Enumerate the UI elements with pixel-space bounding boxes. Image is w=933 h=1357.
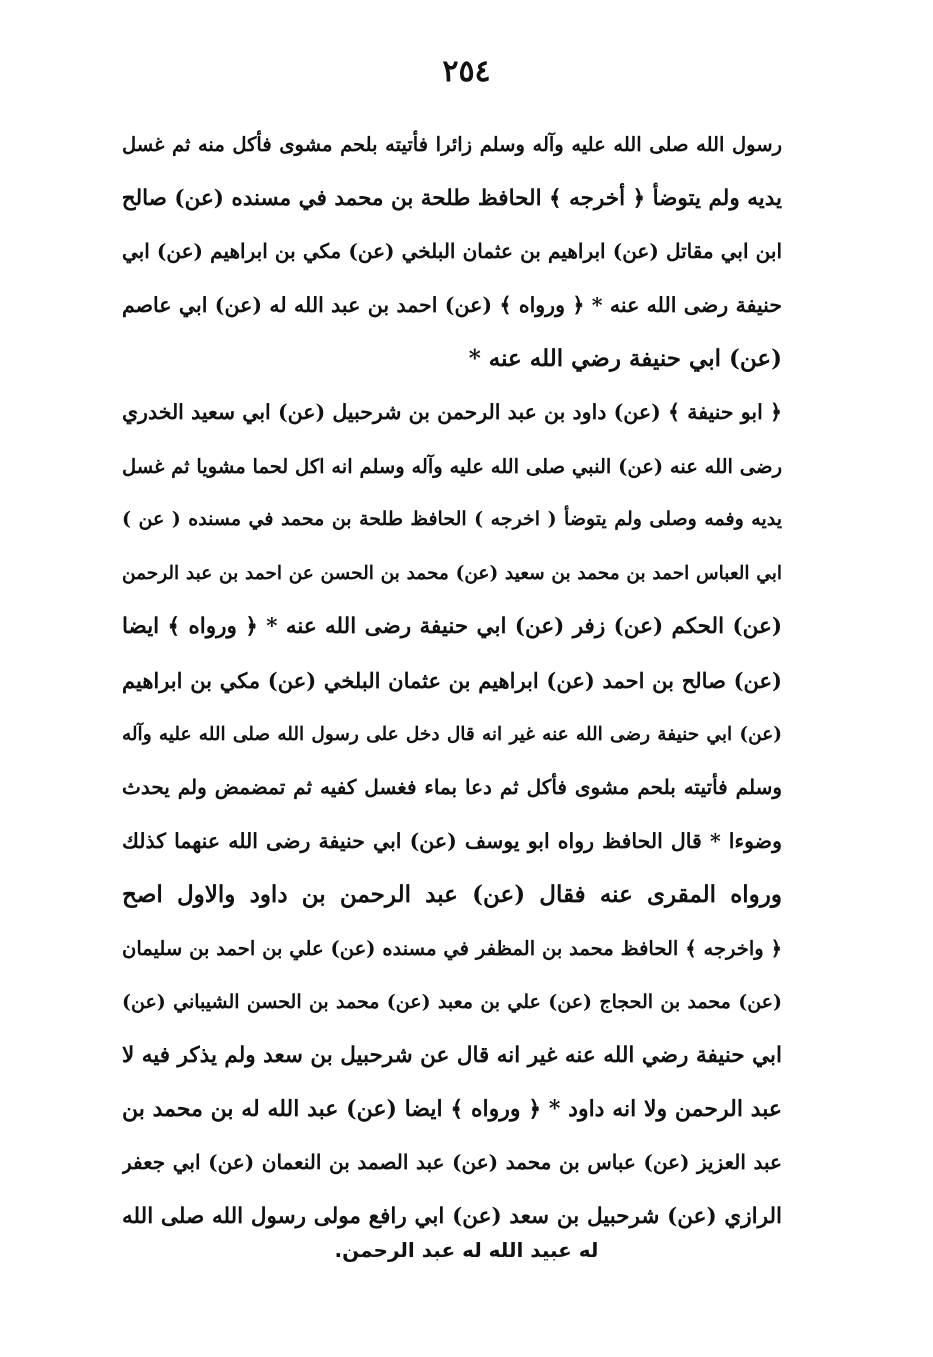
text-line: عبد الرحمن ولا انه داود * ﴿ ورواه ﴾ ايضا (عن) عبد الله ﻟﻪ بن محمد بن	[122, 1095, 782, 1122]
text-line: ابن ابي مقاتل (عن) ابراهيم بن عثمان البلخي (عن) مكي بن ابراهيم (عن) ابي	[122, 239, 782, 264]
text-line: الرازي (عن) شرحبيل بن سعد (عن) ابي رافع مولى رسول الله صلى الله	[122, 1203, 782, 1229]
text-line: وضوءا * قال الحافظ رواه ابو يوسف (عن) ابي حنيفة رضى الله عنهما كذلك	[122, 828, 782, 853]
page-body-text	[122, 118, 782, 1243]
text-line: (عن) ابي حنيفة رضي الله عنه *	[468, 345, 782, 373]
text-line: (عن) الحكم (عن) زفر (عن) ابي حنيفة رضى الله عنه * ﴿ ورواه ﴾ ايضا	[122, 614, 782, 640]
text-line: ابي حنيفة رضي الله عنه غير انه قال عن شرحبيل بن سعد ولم يذكر فيه لا	[122, 1043, 782, 1069]
text-line: ﴿ واخرجه ﴾ الحافظ محمد بن المظفر في مسنده (عن) علي بن احمد بن سليمان	[122, 936, 782, 960]
text-line: ابي العباس احمد بن محمد بن سعيد (عن) محمد بن الحسن عن احمد بن عبد الرحمن	[122, 562, 782, 584]
text-line: وسلم فأتيته بلحم مشوى فأكل ثم دعا بماء فغسل كفيه ثم تمضمض ولم يحدث	[122, 775, 782, 800]
text-line: حنيفة رضى الله عنه * ﴿ ورواه ﴾ (عن) احمد بن عبد الله ﻟﻪ (عن) ابي عاصم	[122, 292, 782, 317]
text-line: عبد العزيز (عن) عباس بن محمد (عن) عبد الصمد بن النعمان (عن) ابي جعفر	[122, 1150, 782, 1175]
text-line: ﴿ ابو حنيفة ﴾ (عن) داود بن عبد الرحمن بن شرحبيل (عن) ابي سعيد الخدري	[122, 399, 782, 424]
text-line: يديه ولم يتوضأ ﴿ أخرجه ﴾ الحافظ طلحة بن محمد في مسنده (عن) صالح	[122, 185, 782, 211]
page-number: ٢٥٤	[442, 54, 491, 89]
text-line: رسول الله صلى الله عليه وآله وسلم زائرا فأتيته بلحم مشوى فأكل منه ثم غسل	[122, 133, 782, 156]
text-line: (عن) محمد بن الحجاج (عن) علي بن معبد (عن) محمد بن الحسن الشيباني (عن)	[122, 990, 782, 1013]
text-line: رضى الله عنه (عن) النبي صلى الله عليه وآله وسلم انه اكل لحما مشويا ثم غسل	[122, 454, 782, 478]
footnote: ﻟﻪ عبيد الله ﻟﻪ عبد الرحمن.	[334, 1238, 599, 1262]
text-line: (عن) صالح بن احمد (عن) ابراهيم بن عثمان البلخي (عن) مكي بن ابراهيم	[122, 667, 782, 693]
text-line: (عن) ابي حنيفة رضى الله عنه غير انه قال دخل على رسول الله صلى الله عليه وآله	[122, 723, 782, 745]
text-line: يديه وفمه وصلى ولم يتوضأ ( اخرجه ) الحافظ طلحة بن محمد في مسنده ( عن )	[122, 508, 782, 531]
text-line: ورواه المقرى عنه فقال (عن) عبد الرحمن بن داود والاول اصح	[122, 881, 782, 909]
